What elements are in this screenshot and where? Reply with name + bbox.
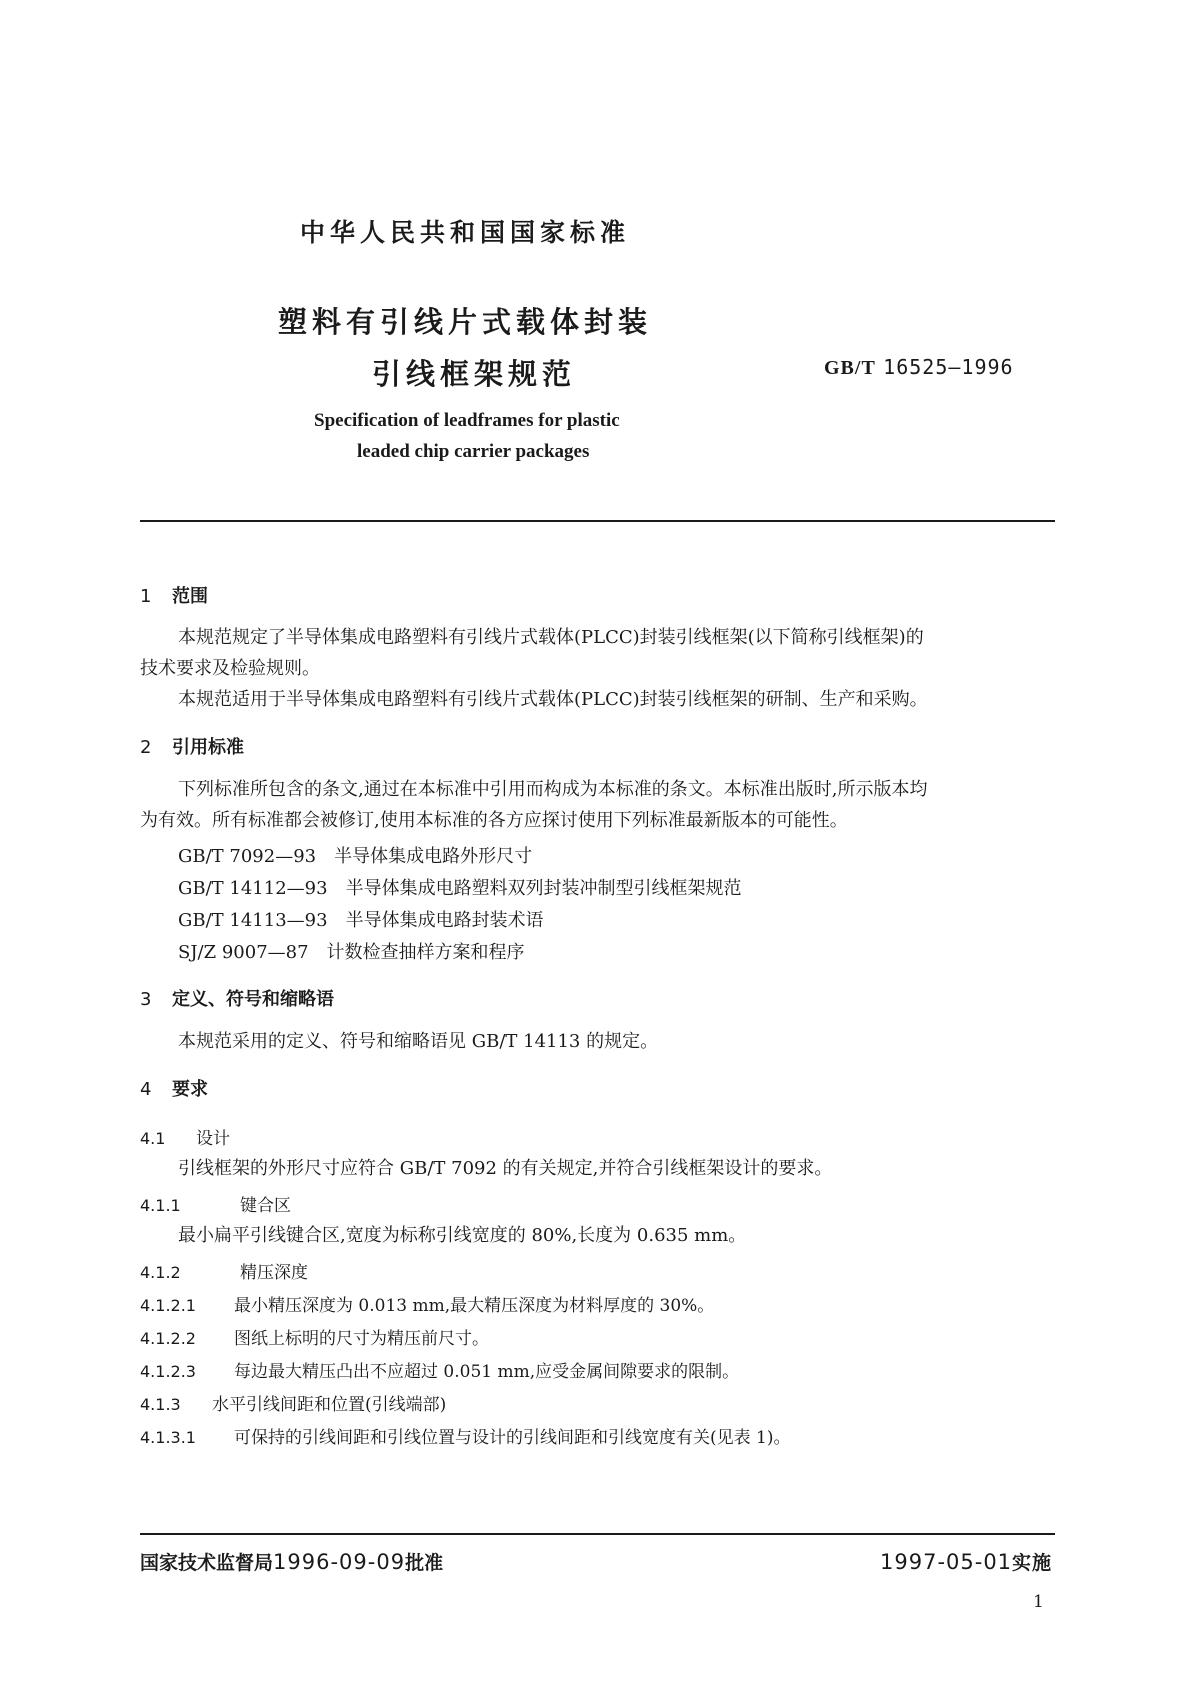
page-number: 1	[1033, 1592, 1044, 1612]
section-2-para-line1: 下列标准所包含的条文,通过在本标准中引用而构成为本标准的条文。本标准出版时,所示版本均	[178, 779, 928, 800]
clause-number: 4.1.3.1	[140, 1428, 196, 1447]
clause-text: 图纸上标明的尺寸为精压前尺寸。	[234, 1329, 489, 1349]
section-2-para-line2: 为有效。所有标准都会被修订,使用本标准的各方应探讨使用下列标准最新版本的可能性。	[140, 810, 848, 831]
clause-4-1-2-heading	[140, 1258, 308, 1283]
clause-number: 4.1.1	[140, 1196, 181, 1215]
approval-date: 1996-09-09	[273, 1550, 406, 1574]
english-title-line1: Specification of leadframes for plastic	[314, 410, 620, 431]
clause-title: 水平引线间距和位置(引线端部)	[212, 1395, 447, 1415]
section-3-title: 定义、符号和缩略语	[172, 989, 334, 1010]
reference-item: GB/T 7092—93 半导体集成电路外形尺寸	[178, 846, 533, 867]
clause-4-1-3-1	[140, 1423, 790, 1448]
section-3-number: 3	[140, 989, 152, 1010]
clause-title: 键合区	[240, 1196, 291, 1216]
section-3-para: 本规范采用的定义、符号和缩略语见 GB/T 14113 的规定。	[178, 1031, 659, 1052]
reference-item: SJ/Z 9007—87 计数检查抽样方案和程序	[178, 942, 525, 963]
english-title-line2: leaded chip carrier packages	[357, 441, 590, 462]
clause-4-1-3-heading	[140, 1390, 446, 1415]
standard-prefix: GB/T	[824, 357, 876, 379]
section-2-number: 2	[140, 737, 152, 758]
reference-item: GB/T 14112—93 半导体集成电路塑料双列封装冲制型引线框架规范	[178, 878, 742, 899]
clause-number: 4.1.2.2	[140, 1329, 196, 1348]
clause-text: 最小精压深度为 0.013 mm,最大精压深度为材料厚度的 30%。	[234, 1296, 715, 1316]
section-1-number: 1	[140, 586, 152, 607]
section-4-number: 4	[140, 1079, 152, 1100]
clause-4-1-2-3	[140, 1357, 739, 1382]
section-1-heading	[140, 582, 208, 608]
document-title-line2: 引线框架规范	[372, 357, 577, 391]
clause-title: 设计	[196, 1129, 230, 1149]
clause-4-1-1-heading	[140, 1191, 291, 1216]
clause-text: 可保持的引线间距和引线位置与设计的引线间距和引线宽度有关(见表 1)。	[234, 1428, 791, 1448]
approval-label: 批准	[405, 1552, 444, 1574]
approval-line	[140, 1548, 443, 1575]
clause-number: 4.1	[140, 1129, 166, 1148]
section-2-title: 引用标准	[172, 737, 244, 758]
section-3-heading	[140, 985, 334, 1011]
implementation-label: 实施	[1012, 1552, 1053, 1574]
clause-text: 每边最大精压凸出不应超过 0.051 mm,应受金属间隙要求的限制。	[234, 1362, 740, 1382]
implementation-line	[880, 1548, 1052, 1575]
section-1-para1-line2: 技术要求及检验规则。	[140, 658, 320, 679]
clause-number: 4.1.2.1	[140, 1296, 196, 1315]
section-4-title: 要求	[172, 1079, 208, 1100]
reference-item: GB/T 14113—93 半导体集成电路封装术语	[178, 910, 544, 931]
clause-number: 4.1.3	[140, 1395, 181, 1414]
section-1-para2: 本规范适用于半导体集成电路塑料有引线片式载体(PLCC)封装引线框架的研制、生产和采购。	[178, 689, 928, 710]
clause-4-1-2-2	[140, 1324, 489, 1349]
clause-4-1-1-text: 最小扁平引线键合区,宽度为标称引线宽度的 80%,长度为 0.635 mm。	[178, 1225, 747, 1246]
section-4-heading	[140, 1075, 208, 1101]
approval-org: 国家技术监督局	[140, 1552, 274, 1574]
section-1-para1-line1: 本规范规定了半导体集成电路塑料有引线片式载体(PLCC)封装引线框架(以下简称引线框架)的	[178, 627, 924, 648]
standard-number	[824, 355, 1014, 380]
clause-4-1-heading	[140, 1124, 230, 1149]
footer-divider	[140, 1533, 1055, 1535]
clause-number: 4.1.2	[140, 1263, 181, 1282]
implementation-date: 1997-05-01	[880, 1550, 1013, 1574]
clause-4-1-text: 引线框架的外形尺寸应符合 GB/T 7092 的有关规定,并符合引线框架设计的要求。	[178, 1158, 833, 1179]
clause-number: 4.1.2.3	[140, 1362, 196, 1381]
national-standard-heading: 中华人民共和国国家标准	[300, 218, 631, 247]
section-1-title: 范围	[172, 586, 208, 607]
clause-title: 精压深度	[240, 1263, 308, 1283]
header-divider	[140, 520, 1055, 522]
section-2-heading	[140, 733, 244, 759]
document-title-line1: 塑料有引线片式载体封装	[278, 305, 653, 339]
clause-4-1-2-1	[140, 1291, 714, 1316]
standard-code: 16525—1996	[883, 355, 1014, 379]
